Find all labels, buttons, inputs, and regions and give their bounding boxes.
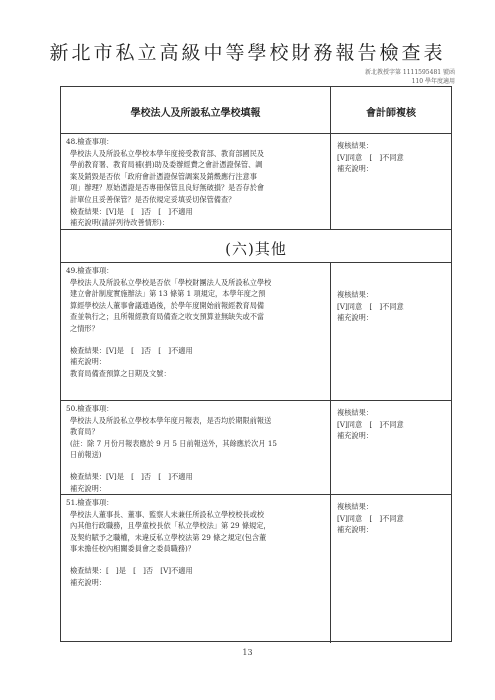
body-line: 內其他行政職務，且學童校長依「私立學校法」第 29 條規定， — [70, 521, 271, 531]
check-result[interactable]: 檢查結果：[ ]是 [ ]否 [V]不適用 — [70, 565, 193, 575]
spacer — [70, 335, 326, 345]
check-result[interactable]: 檢查結果：[V]是 [ ]否 [ ]不適用 — [70, 345, 193, 355]
document-title: 新北市私立高級中等學校財務報告檢查表 — [49, 42, 446, 64]
body-line: 計單位且妥善保管？是否依規定妥填妥切保管備查？ — [70, 194, 236, 204]
budget-filing-note: 教育局備查預算之日期及文號： — [70, 368, 171, 378]
body-line: (註：除 7 月份月報表應於 9 月 5 日前報送外，其餘應於次月 15 — [70, 438, 277, 448]
body-line: 教育局？ — [70, 427, 99, 437]
review-49 — [337, 289, 404, 324]
supplement-note: 補充說明： — [70, 577, 106, 587]
section-title: (六)其他 — [225, 240, 287, 258]
check-item-50 — [66, 403, 328, 494]
column-divider — [330, 87, 331, 643]
item-body — [66, 415, 328, 495]
item-body — [66, 148, 328, 229]
body-line: 查並執行之；且所報經教育局備查之收支預算並無缺失或不當 — [70, 312, 265, 322]
review-options[interactable]: [V]同意 [ ]不同意 — [337, 513, 404, 523]
spacer — [70, 461, 326, 471]
body-line: 項」辦理？原始憑證是否專冊保管且良好無破損？是否存於會 — [70, 183, 265, 193]
review-note: 補充說明： — [337, 313, 373, 323]
body-line: 日前報送) — [70, 450, 102, 460]
item-body — [66, 277, 328, 380]
review-options[interactable]: [V]同意 [ ]不同意 — [337, 301, 404, 311]
body-line: 學校法人及所設私立學校本學年度接受教育部、教育部國民及 — [70, 148, 265, 158]
checklist-table — [60, 86, 452, 642]
review-50 — [337, 407, 404, 442]
check-item-51 — [66, 497, 328, 588]
page-number: 13 — [242, 648, 253, 657]
supplement-note: 補充說明： — [70, 357, 106, 367]
review-options[interactable]: [V]同意 [ ]不同意 — [337, 152, 404, 162]
review-options[interactable]: [V]同意 [ ]不同意 — [337, 419, 404, 429]
column-header-school: 學校法人及所設私立學校填報 — [130, 108, 261, 119]
check-result[interactable]: 檢查結果：[V]是 [ ]否 [ ]不適用 — [70, 206, 193, 216]
review-note: 補充說明： — [337, 525, 373, 535]
header-rule — [61, 133, 451, 134]
item-body — [66, 509, 328, 589]
body-line: 學前教育署、教育局補(捐)助及委辦經費之會計憑證保管、調 — [70, 160, 263, 170]
item-heading: 48.檢查事項： — [66, 137, 114, 146]
body-line: 及契約賦予之職權，未違反私立學校法第 29 條之規定(包含董 — [70, 532, 267, 542]
applicable-year: 110 學年度適用 — [411, 78, 455, 85]
review-note: 補充說明： — [337, 164, 373, 174]
spacer — [70, 555, 326, 565]
column-header-cpa: 會計師複核 — [366, 108, 416, 119]
body-line: 之情形？ — [70, 323, 99, 333]
item-heading: 49.檢查事項： — [66, 266, 114, 275]
row-rule — [61, 229, 451, 230]
review-note: 補充說明： — [337, 431, 373, 441]
review-51 — [337, 501, 404, 536]
body-line: 案及銷毀是否依「政府會計憑證保管調案及銷燬應行注意事 — [70, 171, 257, 181]
document-number: 新北教授字第 1111595481 號函 — [365, 69, 455, 76]
review-48 — [337, 140, 404, 175]
body-line: 建立會計制度實施辦法」第 13 條第 1 項規定，本學年度之預 — [70, 289, 266, 299]
item-heading: 50.檢查事項： — [66, 404, 114, 413]
supplement-note: 補充說明(請詳列待改善情形)： — [70, 218, 170, 228]
body-line: 算經學校法人董事會議通過後，於學年度開始前報經教育局備 — [70, 300, 265, 310]
row-rule — [61, 262, 451, 263]
check-result[interactable]: 檢查結果：[V]是 [ ]否 [ ]不適用 — [70, 471, 193, 481]
check-item-49 — [66, 265, 328, 379]
body-line: 學校法人董事長、董事、監察人未兼任所設私立學校校長或校 — [70, 509, 265, 519]
item-heading: 51.檢查事項： — [66, 498, 114, 507]
review-label: 複核結果： — [337, 290, 373, 299]
body-line: 學校法人及所設私立學校本學年度月報表，是否均於期限前報送 — [70, 415, 272, 425]
body-line: 學校法人及所設私立學校是否依「學校財團法人及所設私立學校 — [70, 277, 272, 287]
review-label: 複核結果： — [337, 141, 373, 150]
supplement-note: 補充說明： — [70, 483, 106, 493]
body-line: 事未擔任校內相關委員會之委員職務)？ — [70, 544, 195, 554]
row-rule — [61, 400, 451, 401]
check-item-48 — [66, 136, 328, 229]
review-label: 複核結果： — [337, 408, 373, 417]
review-label: 複核結果： — [337, 502, 373, 511]
